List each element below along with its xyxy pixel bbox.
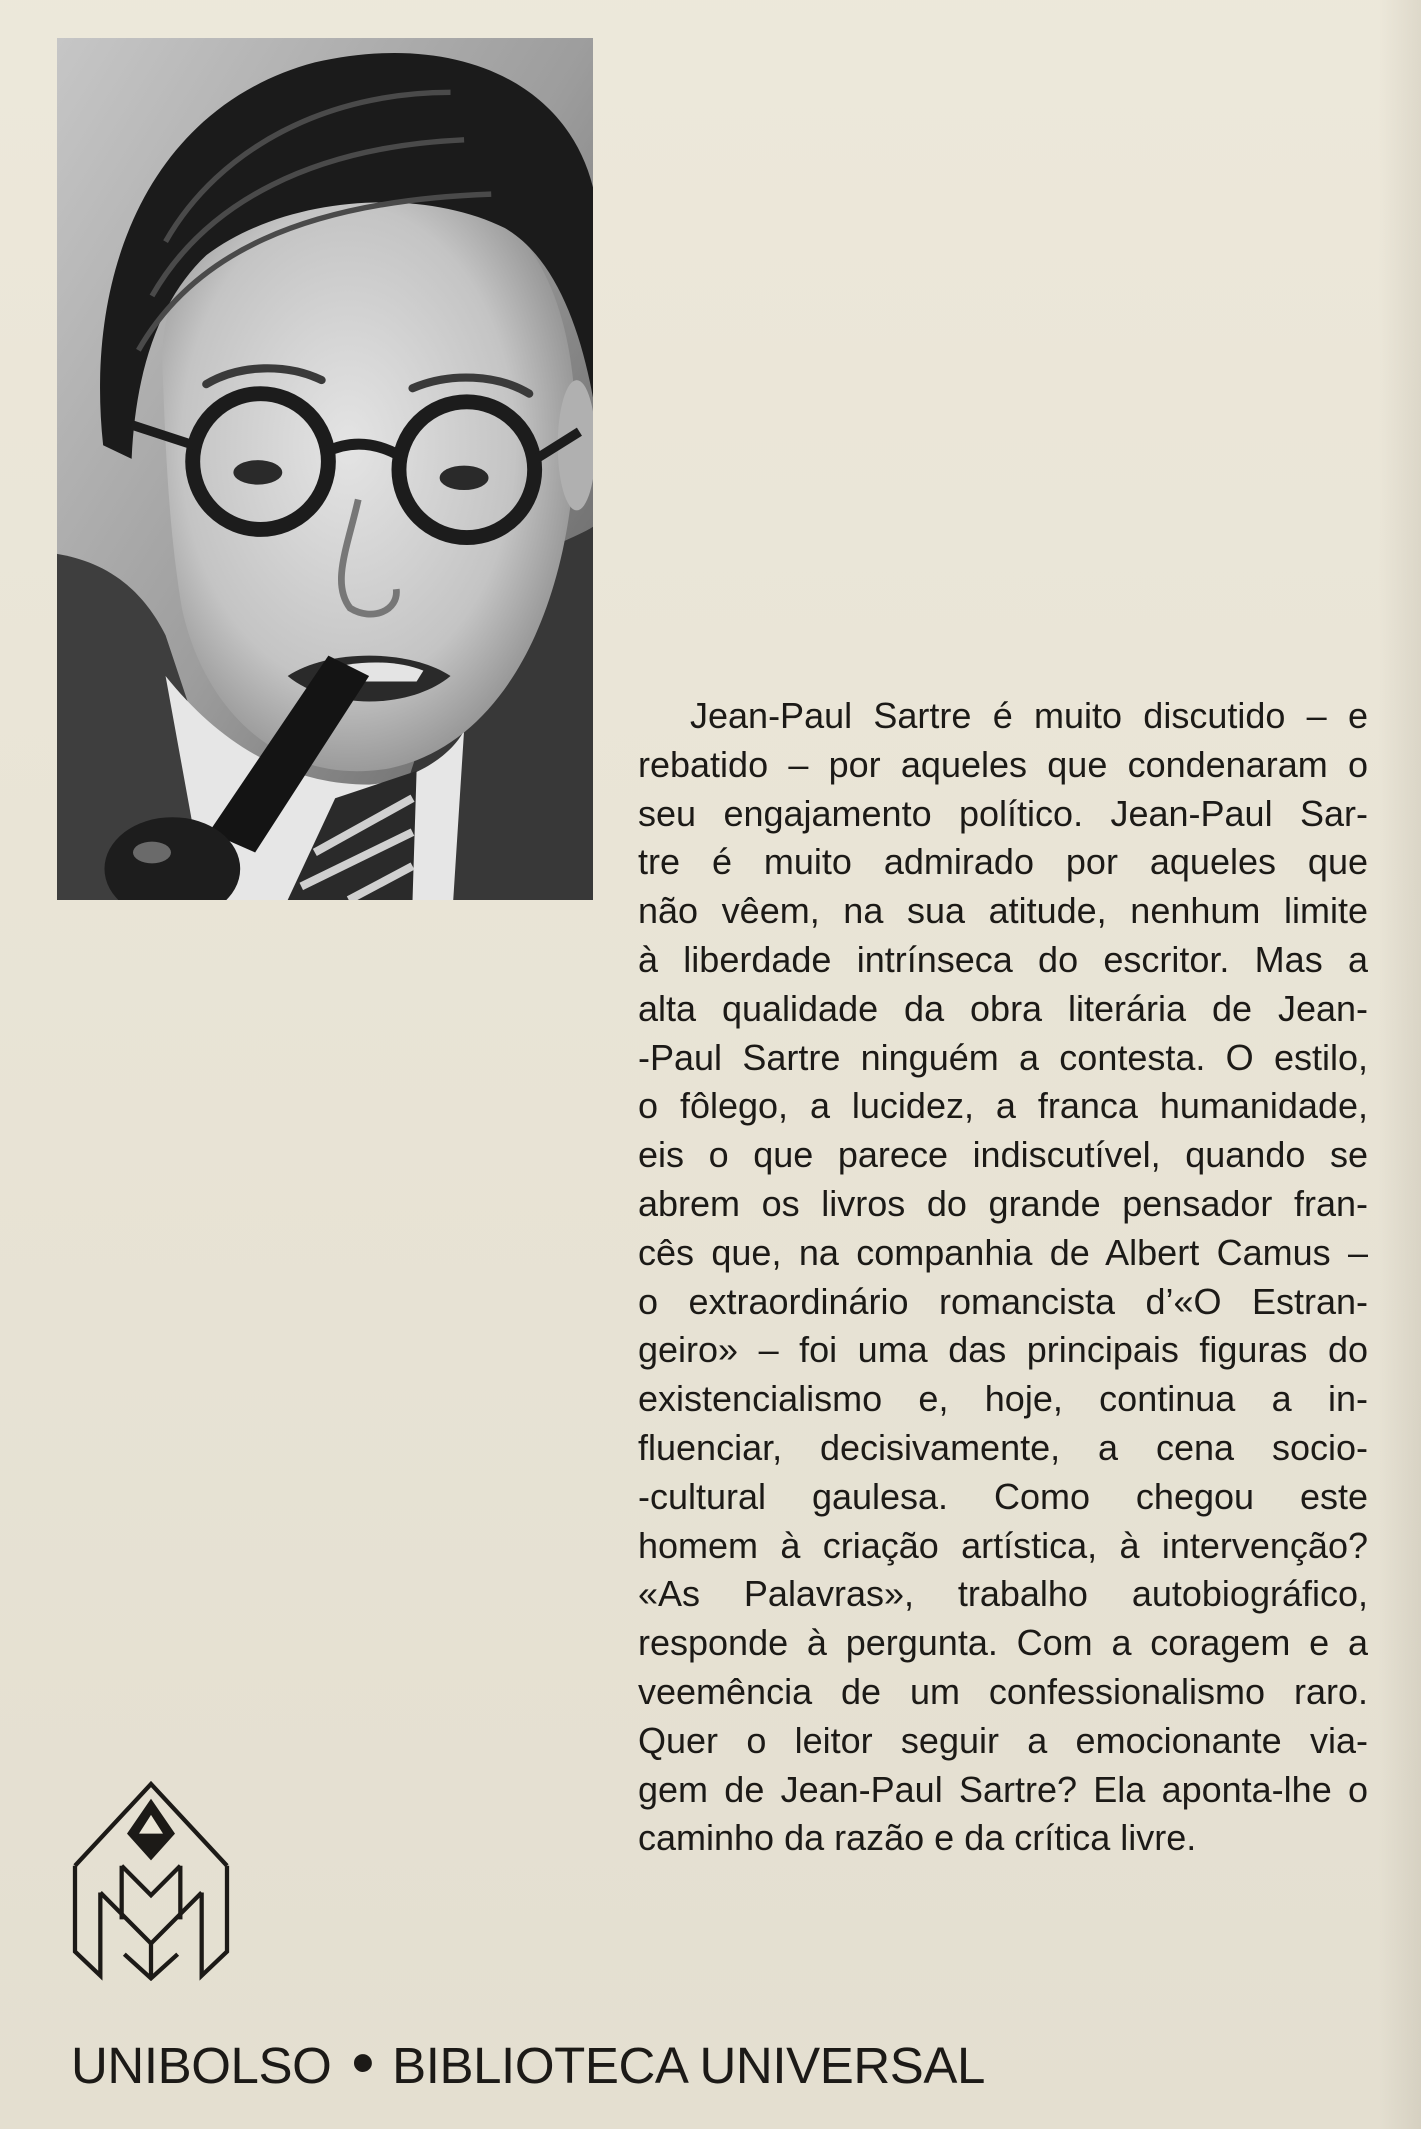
blurb-line: o fôlego, a lucidez, a franca humanidade, [638, 1085, 1368, 1127]
blurb-line: Quer o leitor seguir a emocionante via- [638, 1719, 1368, 1761]
publisher-emblem-icon [71, 1780, 231, 1981]
portrait-eye-right [440, 466, 489, 490]
blurb-line: gem de Jean-Paul Sartre? Ela aponta-lhe o [638, 1768, 1368, 1810]
separator-bullet: • [351, 2025, 375, 2099]
blurb-line: «As Palavras», trabalho autobiográfico, [638, 1573, 1368, 1615]
blurb-line: -cultural gaulesa. Como chegou este [638, 1475, 1368, 1517]
publisher-name: UNIBOLSO [71, 2037, 332, 2094]
blurb-line: existencialismo e, hoje, continua a in- [638, 1378, 1368, 1420]
blurb-line: responde à pergunta. Com a coragem e a [638, 1622, 1368, 1664]
blurb-line: homem à criação artística, à intervenção? [638, 1524, 1368, 1566]
series-name: BIBLIOTECA UNIVERSAL [392, 2037, 985, 2094]
blurb-line: fluenciar, decisivamente, a cena socio- [638, 1426, 1368, 1468]
blurb-text [638, 692, 1368, 1863]
blurb-line: o extraordinário romancista d’«O Estran- [638, 1280, 1368, 1322]
blurb-line: não vêem, na sua atitude, nenhum limite [638, 890, 1368, 932]
blurb-line: geiro» – foi uma das principais figuras do [638, 1329, 1368, 1371]
blurb-line: cês que, na companhia de Albert Camus – [638, 1231, 1368, 1273]
blurb-line: caminho da razão e da crítica livre. [638, 1817, 1197, 1859]
blurb-line: tre é muito admirado por aqueles que [638, 841, 1368, 883]
author-portrait [57, 38, 593, 900]
blurb-line: abrem os livros do grande pensador fran- [638, 1182, 1368, 1224]
blurb-line: eis o que parece indiscutível, quando se [638, 1134, 1368, 1176]
blurb-line: alta qualidade da obra literária de Jean- [638, 987, 1368, 1029]
blurb-line: veemência de um confessionalismo raro. [638, 1670, 1368, 1712]
portrait-pipe-highlight [133, 842, 171, 864]
blurb-line: -Paul Sartre ninguém a contesta. O estilo, [638, 1036, 1368, 1078]
blurb-line: Jean-Paul Sartre é muito discutido – e [690, 695, 1368, 736]
blurb-line: à liberdade intrínseca do escritor. Mas a [638, 938, 1368, 980]
portrait-eye-left [233, 460, 282, 484]
imprint-line [71, 2025, 985, 2099]
blurb-line: seu engajamento político. Jean-Paul Sar- [638, 792, 1368, 834]
portrait-photo-icon [57, 38, 593, 900]
blurb-line: rebatido – por aqueles que condenaram o [638, 743, 1368, 785]
